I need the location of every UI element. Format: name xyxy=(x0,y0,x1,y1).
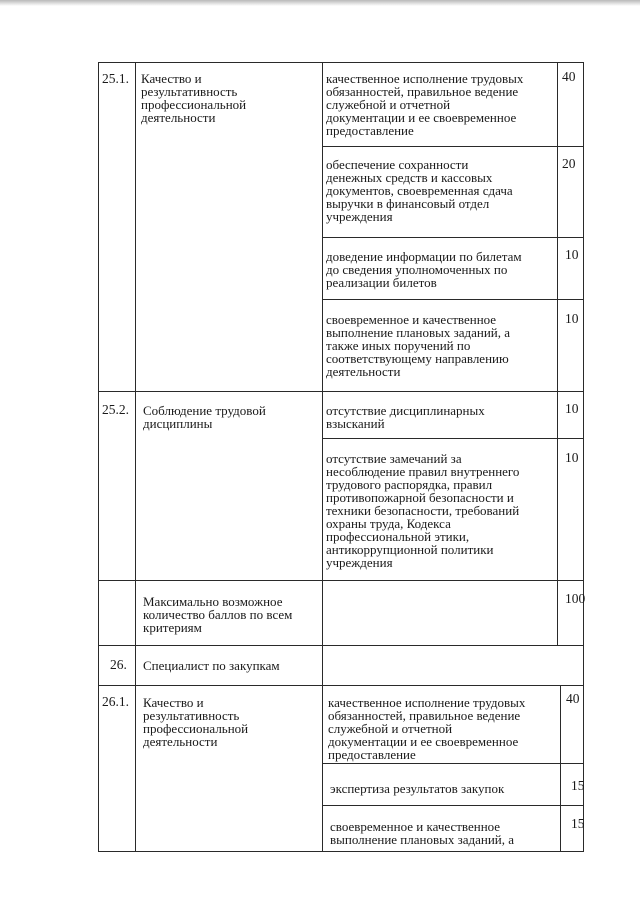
criterion-text: Максимально возможное количество баллов по всем критериям xyxy=(143,594,293,635)
points-value: 15 xyxy=(571,778,585,793)
indicator-text: качественное исполнение трудовых обязанностей, правильное ведение служебной и отчетной документации и ее своевременное предоставление xyxy=(328,695,526,762)
row-number: 26.1. xyxy=(102,694,129,709)
criterion-text: Качество и результативность профессиональной деятельности xyxy=(143,695,249,749)
criterion-text: Соблюдение трудовой дисциплины xyxy=(143,403,266,431)
row-divider xyxy=(322,237,584,238)
points-value: 100 xyxy=(565,591,586,606)
column-divider xyxy=(135,62,136,852)
row-divider xyxy=(322,299,584,300)
points-value: 20 xyxy=(562,156,576,171)
row-divider xyxy=(98,685,584,686)
indicator-text: экспертиза результатов закупок xyxy=(330,781,505,796)
row-divider xyxy=(98,580,584,581)
table-border-right xyxy=(583,62,584,852)
table-border-top xyxy=(98,62,583,63)
indicator-text: обеспечение сохранности денежных средств и кассовых документов, своевременная сдача выручки в финансовый отдел учреждения xyxy=(326,157,513,224)
scan-edge xyxy=(0,0,640,6)
points-value: 10 xyxy=(565,401,579,416)
column-divider xyxy=(560,685,561,852)
column-divider xyxy=(322,62,323,852)
points-value: 40 xyxy=(562,69,576,84)
table-border-bottom xyxy=(98,851,584,852)
points-value: 40 xyxy=(566,691,580,706)
row-number: 25.2. xyxy=(102,402,129,417)
indicator-text: отсутствие дисциплинарных взысканий xyxy=(326,403,485,431)
points-value: 10 xyxy=(565,311,579,326)
column-divider xyxy=(557,62,558,645)
table-border-left xyxy=(98,62,99,852)
points-value: 10 xyxy=(565,247,579,262)
row-divider xyxy=(98,391,584,392)
row-divider xyxy=(322,146,584,147)
row-divider xyxy=(322,763,584,764)
indicator-text: качественное исполнение трудовых обязанностей, правильное ведение служебной и отчетной документации и ее своевременное предоставление xyxy=(326,71,524,138)
row-divider xyxy=(322,805,584,806)
indicator-text: своевременное и качественное выполнение плановых заданий, а xyxy=(330,819,515,847)
row-number: 26. xyxy=(110,657,127,672)
criterion-text: Специалист по закупкам xyxy=(143,658,280,673)
row-divider xyxy=(98,645,584,646)
indicator-text: своевременное и качественное выполнение плановых заданий, а также иных поручений по соответствующему направлению деятельности xyxy=(326,312,511,379)
row-number: 25.1. xyxy=(102,71,129,86)
row-divider xyxy=(322,438,584,439)
indicator-text: доведение информации по билетам до сведения уполномоченных по реализации билетов xyxy=(326,249,522,290)
points-value: 10 xyxy=(565,450,579,465)
points-value: 15 xyxy=(571,816,585,831)
criterion-text: Качество и результативность профессиональной деятельности xyxy=(141,71,247,125)
indicator-text: отсутствие замечаний за несоблюдение правил внутреннего трудового распорядка, правил противопожарной безопасности и техники безопасности, требований охраны труда, Кодекса профессиональной этики, антикоррупционной политики учреждения xyxy=(326,451,520,570)
